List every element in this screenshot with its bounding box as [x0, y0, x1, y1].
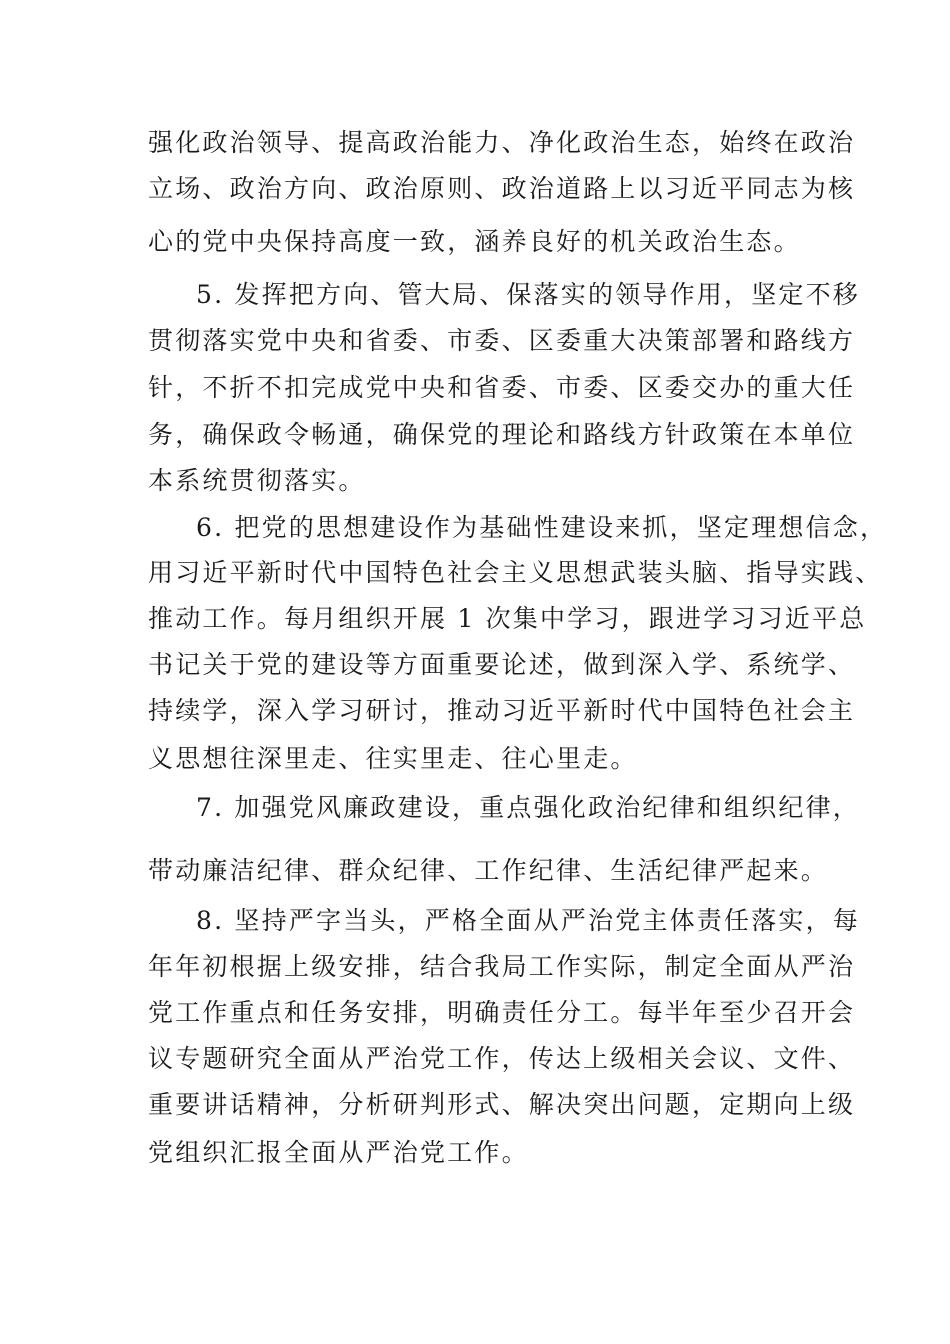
text-line: 年年初根据上级安排，结合我局工作实际，制定全面从严治	[148, 952, 856, 981]
paragraph-7-start: 7. 加强党风廉政建设，重点强化政治纪律和组织纪律，	[196, 793, 861, 822]
paragraph-8-start: 8. 坚持严字当头，严格全面从严治党主体责任落实，每	[196, 906, 861, 935]
text-line: 立场、政治方向、政治原则、政治道路上以习近平同志为核	[148, 174, 856, 203]
text-line: 针，不折不扣完成党中央和省委、市委、区委交办的重大任	[148, 373, 856, 402]
text-line: 推动工作。每月组织开展 1 次集中学习，跟进学习习近平总	[148, 604, 867, 633]
text-line: 本系统贯彻落实。	[148, 466, 366, 495]
text-line: 心的党中央保持高度一致，涵养良好的机关政治生态。	[148, 227, 801, 256]
paragraph-5-start: 5. 发挥把方向、管大局、保落实的领导作用，坚定不移	[196, 280, 861, 309]
text-line: 务，确保政令畅通，确保党的理论和路线方针政策在本单位	[148, 420, 856, 449]
text-line: 强化政治领导、提高政治能力、净化政治生态，始终在政治	[148, 128, 856, 157]
text-line: 书记关于党的建设等方面重要论述，做到深入学、系统学、	[148, 650, 856, 679]
text-line: 带动廉洁纪律、群众纪律、工作纪律、生活纪律严起来。	[148, 856, 829, 885]
text-line: 持续学，深入学习研讨，推动习近平新时代中国特色社会主	[148, 696, 856, 725]
text-line: 重要讲话精神，分析研判形式、解决突出问题，定期向上级	[148, 1090, 856, 1119]
text-line: 议专题研究全面从严治党工作，传达上级相关会议、文件、	[148, 1044, 856, 1073]
paragraph-6-start: 6. 把党的思想建设作为基础性建设来抓，坚定理想信念，	[196, 513, 888, 542]
text-line: 党组织汇报全面从严治党工作。	[148, 1138, 529, 1167]
text-line: 党工作重点和任务安排，明确责任分工。每半年至少召开会	[148, 998, 856, 1027]
text-line: 用习近平新时代中国特色社会主义思想武装头脑、指导实践、	[148, 558, 883, 587]
text-line: 义思想往深里走、往实里走、往心里走。	[148, 744, 638, 773]
text-line: 贯彻落实党中央和省委、市委、区委重大决策部署和路线方	[148, 326, 856, 355]
